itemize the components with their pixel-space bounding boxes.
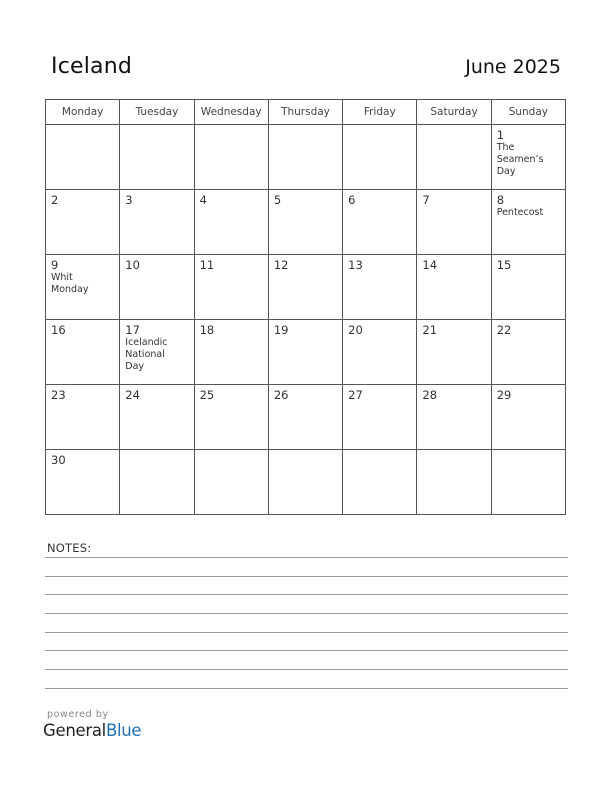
day-cell xyxy=(268,385,342,450)
note-line xyxy=(45,557,568,558)
day-number: 30 xyxy=(51,453,66,467)
day-cell xyxy=(120,125,194,190)
note-line xyxy=(45,669,568,670)
day-cell xyxy=(194,385,268,450)
day-cell-content xyxy=(120,385,193,449)
day-cell xyxy=(343,320,417,385)
day-number: 25 xyxy=(199,388,215,402)
day-cell xyxy=(46,320,120,385)
day-number: 8 xyxy=(496,193,505,207)
day-cell-content xyxy=(269,320,342,384)
day-cell-content xyxy=(195,125,268,189)
day-cell xyxy=(120,255,194,320)
day-cell xyxy=(268,255,342,320)
notes-label: NOTES: xyxy=(47,541,92,555)
day-cell-content xyxy=(46,125,119,189)
day-cell xyxy=(120,190,194,255)
note-line xyxy=(45,576,568,577)
day-cell-content xyxy=(46,385,119,449)
day-cell-content xyxy=(417,125,490,189)
note-line xyxy=(45,594,568,595)
day-number: 3 xyxy=(125,193,133,207)
brand-name-main: General xyxy=(43,721,106,740)
day-cell xyxy=(343,125,417,190)
day-cell xyxy=(491,125,565,190)
day-cell-content xyxy=(269,125,342,189)
day-number: 6 xyxy=(348,193,356,207)
day-cell xyxy=(268,320,342,385)
week-row xyxy=(46,255,566,320)
calendar-body xyxy=(46,125,566,515)
day-number: 12 xyxy=(273,258,289,272)
day-cell-content xyxy=(120,450,193,514)
day-number: 28 xyxy=(422,388,438,402)
day-cell xyxy=(120,450,194,515)
day-cell-content xyxy=(120,255,193,319)
week-row xyxy=(46,320,566,385)
day-cell xyxy=(491,320,565,385)
day-cell-content xyxy=(343,190,416,254)
day-cell xyxy=(343,255,417,320)
day-number: 19 xyxy=(273,323,289,337)
day-cell-content xyxy=(269,385,342,449)
day-cell-content xyxy=(120,190,193,254)
powered-by-text: powered by xyxy=(47,709,109,720)
day-cell-content xyxy=(195,320,268,384)
day-cell-content xyxy=(120,320,193,384)
weekday-header: Monday xyxy=(46,100,120,125)
brand-name-accent: Blue xyxy=(105,721,142,740)
day-cell xyxy=(417,125,491,190)
day-cell-content xyxy=(417,190,490,254)
day-cell xyxy=(46,190,120,255)
day-cell xyxy=(343,190,417,255)
weekday-header: Thursday xyxy=(268,100,342,125)
day-cell xyxy=(417,450,491,515)
day-cell-content xyxy=(195,450,268,514)
day-cell xyxy=(46,450,120,515)
day-cell xyxy=(417,255,491,320)
day-number: 11 xyxy=(199,258,215,272)
day-cell-content xyxy=(195,255,268,319)
day-cell-content xyxy=(195,385,268,449)
day-cell xyxy=(46,255,120,320)
day-number: 4 xyxy=(199,193,207,207)
holiday-label: The Seamen’s Day xyxy=(496,142,544,177)
day-number: 18 xyxy=(199,323,215,337)
day-cell xyxy=(343,450,417,515)
day-cell-content xyxy=(46,190,119,254)
day-cell xyxy=(194,255,268,320)
day-number: 10 xyxy=(125,258,140,272)
day-number: 21 xyxy=(422,323,438,337)
day-number: 26 xyxy=(273,388,289,402)
day-cell-content xyxy=(269,255,342,319)
day-cell-content xyxy=(269,450,342,514)
week-row xyxy=(46,450,566,515)
week-row xyxy=(46,125,566,190)
month-calendar-grid xyxy=(45,99,566,515)
note-line xyxy=(45,650,568,651)
holiday-label: Icelandic National Day xyxy=(125,337,168,372)
day-cell xyxy=(120,385,194,450)
day-number: 16 xyxy=(51,323,66,337)
day-cell-content xyxy=(46,255,119,319)
country-title: Iceland xyxy=(51,54,133,79)
holiday-label: Pentecost xyxy=(496,207,544,218)
day-cell xyxy=(194,190,268,255)
note-line xyxy=(45,632,568,633)
day-number: 27 xyxy=(348,388,363,402)
weekday-header: Wednesday xyxy=(194,100,268,125)
day-cell-content xyxy=(417,255,490,319)
note-line xyxy=(45,688,568,689)
day-number: 1 xyxy=(496,128,505,142)
day-number: 5 xyxy=(273,193,282,207)
holiday-label: Whit Monday xyxy=(51,272,89,295)
weekday-header: Saturday xyxy=(417,100,491,125)
day-cell xyxy=(491,450,565,515)
day-cell-content xyxy=(492,385,565,449)
brand-logo[interactable] xyxy=(43,721,141,740)
day-cell xyxy=(417,320,491,385)
weekday-header: Tuesday xyxy=(120,100,194,125)
day-cell xyxy=(46,125,120,190)
day-cell-content xyxy=(343,450,416,514)
day-number: 22 xyxy=(496,323,512,337)
day-number: 13 xyxy=(348,258,363,272)
week-row xyxy=(46,385,566,450)
weekday-header-row xyxy=(46,100,566,125)
day-cell-content xyxy=(417,385,490,449)
day-cell xyxy=(268,125,342,190)
note-line xyxy=(45,613,568,614)
day-cell-content xyxy=(120,125,193,189)
day-cell xyxy=(343,385,417,450)
day-cell xyxy=(417,385,491,450)
week-row xyxy=(46,190,566,255)
day-cell xyxy=(491,385,565,450)
day-number: 23 xyxy=(51,388,66,402)
day-cell xyxy=(194,450,268,515)
day-cell-content xyxy=(343,125,416,189)
day-cell xyxy=(491,255,565,320)
day-cell-content xyxy=(492,190,565,254)
weekday-header: Friday xyxy=(343,100,417,125)
day-cell-content xyxy=(269,190,342,254)
day-cell-content xyxy=(417,320,490,384)
day-number: 29 xyxy=(496,388,512,402)
weekday-header: Sunday xyxy=(491,100,565,125)
day-cell xyxy=(491,190,565,255)
day-number: 15 xyxy=(496,258,512,272)
day-cell-content xyxy=(46,450,119,514)
day-cell-content xyxy=(343,385,416,449)
day-cell-content xyxy=(492,450,565,514)
day-cell-content xyxy=(492,320,565,384)
day-cell-content xyxy=(195,190,268,254)
day-cell xyxy=(194,320,268,385)
day-cell-content xyxy=(492,125,565,189)
day-cell xyxy=(417,190,491,255)
day-number: 7 xyxy=(422,193,430,207)
day-cell xyxy=(46,385,120,450)
day-cell xyxy=(120,320,194,385)
day-number: 2 xyxy=(51,193,59,207)
day-cell xyxy=(268,450,342,515)
day-cell-content xyxy=(417,450,490,514)
day-cell xyxy=(194,125,268,190)
day-cell xyxy=(268,190,342,255)
day-cell-content xyxy=(492,255,565,319)
day-number: 17 xyxy=(125,323,140,337)
month-year-title: June 2025 xyxy=(465,56,561,78)
day-cell-content xyxy=(46,320,119,384)
day-cell-content xyxy=(343,255,416,319)
day-number: 9 xyxy=(51,258,59,272)
day-cell-content xyxy=(343,320,416,384)
day-number: 24 xyxy=(125,388,140,402)
day-number: 14 xyxy=(422,258,438,272)
day-number: 20 xyxy=(348,323,363,337)
